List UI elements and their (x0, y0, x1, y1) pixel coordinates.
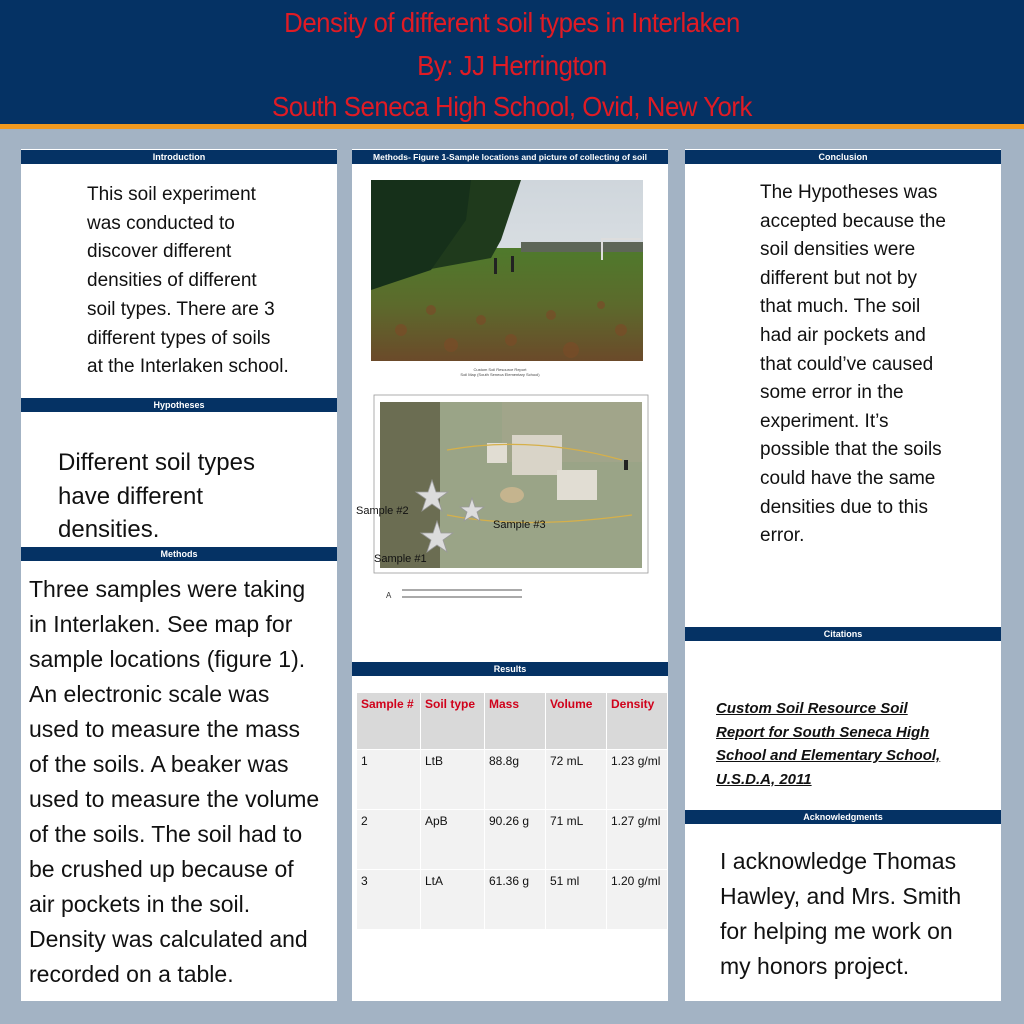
methods-text: Three samples were taking in Interlaken. See map for sample locations (figure 1). An electronic scale was used to measure the mass of the soils. A beaker was used to measure the volume of the soils. The soil had to be crushed up because of air pockets in the soil. Density was calculated and recorded on a table. (29, 576, 320, 987)
introduction-heading: Introduction (21, 150, 337, 164)
sample-1-label: Sample #1 (374, 553, 427, 565)
map-title-1: Custom Soil Resource Report (473, 367, 527, 372)
methods-figure-heading: Methods- Figure 1-Sample locations and picture of collecting of soil (352, 150, 668, 164)
sample-3-label: Sample #3 (493, 519, 546, 531)
soil-map (352, 365, 668, 622)
map-title-2: Soil Map (South Seneca Elementary School) (460, 372, 540, 377)
column-header: Mass (485, 693, 546, 750)
sample-2-label: Sample #2 (356, 505, 409, 517)
poster-header (0, 0, 1024, 124)
citation-text: Custom Soil Resource Soil Report for South Seneca High School and Elementary School, U.S.D.A, 2011 (716, 700, 941, 788)
introduction-text: This soil experiment was conducted to discover different densities of different soil types. There are 3 different types of soils at the Interlaken school. (87, 184, 289, 378)
hypotheses-text: Different soil types have different densities. (58, 449, 255, 543)
poster-school: South Seneca High School, Ovid, New York (272, 91, 752, 122)
conclusion-text: The Hypotheses was accepted because the soil densities were different but not by that much. The soil had air pockets and that could’ve caused some error in the experiment. It’s possible that the soils could have the same densities due to this error. (760, 182, 946, 547)
table-row: 1 LtB 88.8g 72 mL 1.23 g/ml (357, 750, 668, 810)
svg-text:A: A (386, 591, 392, 600)
acknowledgments-text: I acknowledge Thomas Hawley, and Mrs. Smith for helping me work on my honors project. (720, 848, 962, 979)
column-header: Soil type (421, 693, 485, 750)
column-header: Volume (546, 693, 607, 750)
poster-author: By: JJ Herrington (417, 50, 607, 81)
field-photo (371, 180, 643, 361)
header-stripe (0, 124, 1024, 129)
citations-heading: Citations (685, 627, 1001, 641)
column-header: Density (607, 693, 668, 750)
conclusion-heading: Conclusion (685, 150, 1001, 164)
results-table (357, 693, 668, 929)
methods-heading: Methods (21, 547, 337, 561)
hypotheses-heading: Hypotheses (21, 398, 337, 412)
column-header: Sample # (357, 693, 421, 750)
acknowledgments-heading: Acknowledgments (685, 810, 1001, 824)
table-row: 2 ApB 90.26 g 71 mL 1.27 g/ml (357, 810, 668, 870)
poster-title: Density of different soil types in Interlaken (284, 7, 740, 38)
results-heading: Results (352, 662, 668, 676)
table-row: 3 LtA 61.36 g 51 ml 1.20 g/ml (357, 870, 668, 930)
